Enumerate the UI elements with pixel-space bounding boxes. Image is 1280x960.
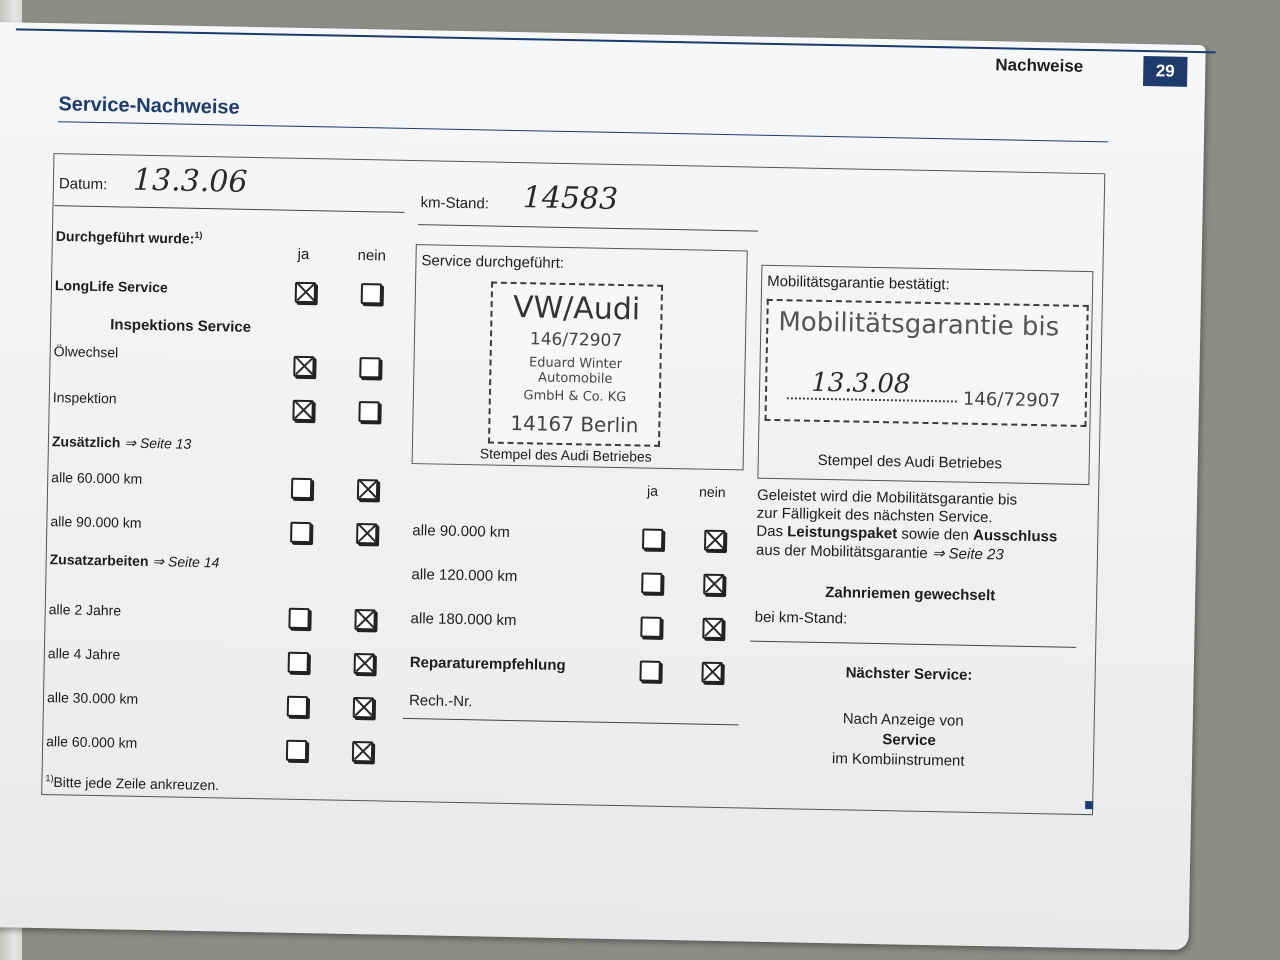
mid-180000-label: alle 180.000 km: [410, 610, 517, 630]
dealer-stamp: [488, 282, 663, 447]
reparatur-ja-checkbox[interactable]: [639, 660, 660, 681]
za-2jahre-ja-checkbox[interactable]: [288, 608, 309, 629]
mid-120000-ja-checkbox[interactable]: [641, 572, 662, 593]
mobil-label: Mobilitätsgarantie bestätigt:: [767, 272, 950, 294]
zus-90000-label: alle 90.000 km: [50, 513, 142, 531]
page-title: Service-Nachweise: [58, 93, 240, 119]
col-nein-middle: nein: [698, 483, 726, 501]
za-30000-ja-checkbox[interactable]: [287, 696, 308, 717]
za-4jahre-nein-checkbox[interactable]: [354, 653, 375, 674]
info-line-2: zur Fälligkeit des nächsten Service.: [756, 504, 993, 527]
mobil-stamp-dotline: [787, 397, 957, 402]
service-durchgefuehrt-label: Service durchgeführt:: [421, 252, 565, 272]
zus-60000-nein-checkbox[interactable]: [357, 479, 378, 500]
za-30000-label: alle 30.000 km: [46, 689, 139, 707]
zahnriemen-label: Zahnriemen gewechselt: [825, 584, 996, 605]
longlife-nein-checkbox[interactable]: [361, 283, 382, 304]
reparatur-label: Reparaturempfehlung: [409, 654, 566, 675]
za-30000-nein-checkbox[interactable]: [353, 697, 374, 718]
anzeige-line-3: im Kombiinstrument: [831, 750, 965, 770]
info-line-1: Geleistet wird die Mobilitätsgarantie bis: [756, 486, 1018, 509]
stamp-brand: VW/Audi: [512, 289, 641, 328]
mid-120000-label: alle 120.000 km: [411, 566, 518, 586]
zusaetzlich-heading: Zusätzlich ⇒ Seite 13: [51, 433, 192, 452]
zus-60000-label: alle 60.000 km: [51, 469, 143, 487]
mid-90000-label: alle 90.000 km: [412, 522, 511, 541]
za-2jahre-nein-checkbox[interactable]: [354, 609, 375, 630]
oelwechsel-label: Ölwechsel: [53, 343, 119, 361]
inspektion-ja-checkbox[interactable]: [292, 400, 313, 421]
mid-90000-ja-checkbox[interactable]: [642, 529, 663, 550]
header-rule: [16, 28, 1216, 53]
stamp-city: 14167 Berlin: [510, 410, 639, 438]
middle-stamp-caption: Stempel des Audi Betriebes: [479, 445, 652, 465]
stamp-company-2: GmbH & Co. KG: [523, 388, 627, 406]
oelwechsel-ja-checkbox[interactable]: [293, 356, 314, 377]
rech-nr-label: Rech.-Nr.: [408, 692, 473, 711]
anzeige-line-1: Nach Anzeige von: [842, 710, 964, 730]
zus-60000-ja-checkbox[interactable]: [291, 478, 312, 499]
inspektion-nein-checkbox[interactable]: [358, 401, 379, 422]
footnote: $^{1)}$Bitte jede Zeile ankreuzen.: [45, 773, 220, 794]
col-ja-left: ja: [297, 245, 310, 264]
right-stamp-caption: Stempel des Audi Betriebes: [817, 451, 1003, 473]
mid-120000-nein-checkbox[interactable]: [703, 574, 724, 595]
mid-180000-ja-checkbox[interactable]: [640, 616, 661, 637]
inspektions-header: Inspektions Service: [110, 316, 252, 336]
col-nein-left: nein: [357, 246, 387, 265]
mobil-stamp-text: Mobilitätsgarantie bis: [778, 307, 1060, 343]
km-label: km-Stand:: [420, 194, 490, 213]
mid-180000-nein-checkbox[interactable]: [702, 618, 723, 639]
longlife-label: LongLife Service: [54, 277, 168, 296]
za-2jahre-label: alle 2 Jahre: [48, 601, 122, 619]
title-rule: [58, 121, 1108, 142]
za-60000-label: alle 60.000 km: [46, 733, 138, 751]
naechster-service-label: Nächster Service:: [845, 664, 973, 684]
km-value: 14583: [522, 180, 619, 217]
zus-90000-nein-checkbox[interactable]: [356, 523, 377, 544]
page-number: 29: [1143, 56, 1188, 87]
manual-page: [0, 22, 1206, 950]
longlife-ja-checkbox[interactable]: [295, 282, 316, 303]
stamp-company-1: Eduard Winter Automobile: [528, 355, 623, 387]
datum-value: 13.3.06: [132, 162, 248, 200]
za-60000-ja-checkbox[interactable]: [286, 740, 307, 761]
info-line-4: aus der Mobilitätsgarantie ⇒ Seite 23: [755, 541, 1004, 564]
col-ja-middle: ja: [646, 482, 659, 499]
inspektion-label: Inspektion: [52, 389, 117, 407]
za-60000-nein-checkbox[interactable]: [352, 741, 373, 762]
bei-km-label: bei km-Stand:: [754, 608, 848, 628]
mobil-stamp-number: 146/72907: [962, 388, 1061, 412]
za-4jahre-label: alle 4 Jahre: [47, 645, 121, 663]
durchgefuehrt-label: Durchgeführt wurde:$^{1)}$: [55, 227, 203, 247]
mid-90000-nein-checkbox[interactable]: [704, 530, 725, 551]
anzeige-line-2: Service: [882, 731, 936, 750]
mobil-stamp-date: 13.3.08: [810, 367, 911, 400]
end-marker: [1085, 801, 1093, 809]
stamp-number: 146/72907: [529, 329, 623, 352]
zus-90000-ja-checkbox[interactable]: [290, 522, 311, 543]
datum-label: Datum:: [58, 175, 108, 194]
zusatzarbeiten-heading: Zusatzarbeiten ⇒ Seite 14: [49, 551, 220, 571]
reparatur-nein-checkbox[interactable]: [701, 662, 722, 683]
oelwechsel-nein-checkbox[interactable]: [359, 357, 380, 378]
info-line-3: Das Leistungspaket sowie den Ausschluss: [756, 522, 1058, 546]
mobil-stamp: [764, 299, 1088, 427]
section-title: Nachweise: [995, 55, 1084, 76]
za-4jahre-ja-checkbox[interactable]: [288, 652, 309, 673]
